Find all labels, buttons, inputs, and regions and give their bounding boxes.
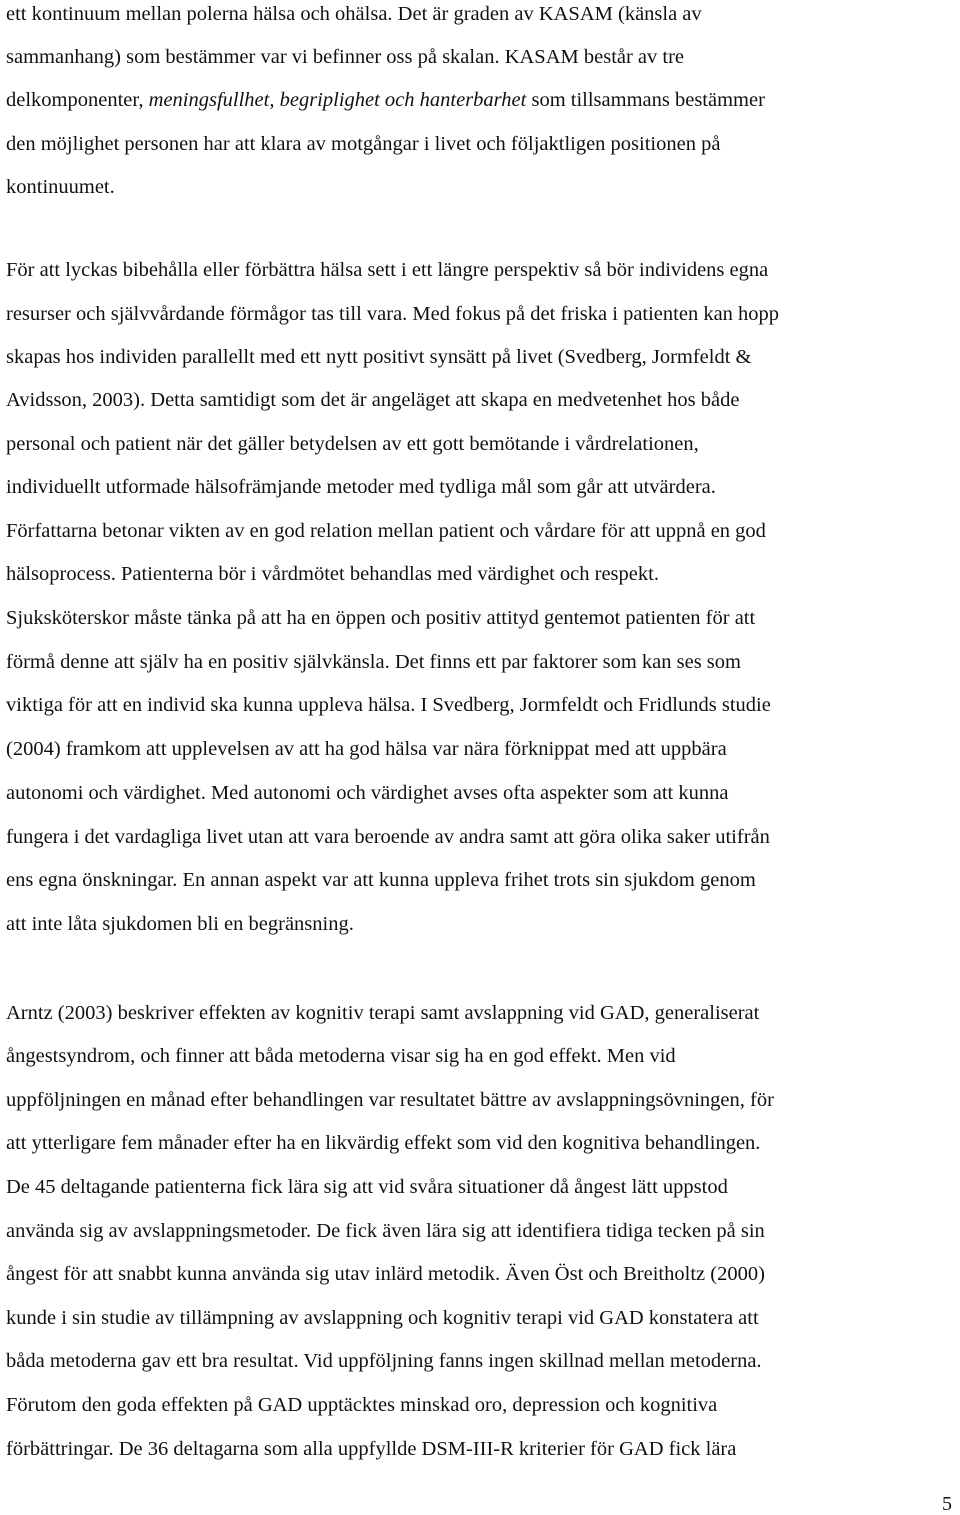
text-run: Arntz (2003) beskriver effekten av kognitiv terapi samt avslappning vid GAD, generaliserat: [6, 1002, 760, 1024]
text-line: [6, 45, 684, 69]
italic-text-run: meningsfullhet, begriplighet och hanterbarhet: [148, 89, 527, 111]
text-line: [6, 1175, 728, 1199]
text-line: [6, 519, 766, 543]
text-line: [6, 781, 728, 805]
text-line: [6, 650, 741, 674]
text-run: ens egna önskningar. En annan aspekt var att kunna uppleva frihet trots sin sjukdom genom: [6, 869, 756, 891]
text-run: ett kontinuum mellan polerna hälsa och ohälsa. Det är graden av KASAM (känsla av: [6, 3, 702, 25]
text-line: [6, 475, 716, 499]
text-line: [6, 825, 770, 849]
text-line: [6, 868, 756, 892]
text-line: [6, 1131, 760, 1155]
text-line: [6, 1001, 759, 1025]
text-line: [6, 388, 739, 412]
text-line: [6, 693, 771, 717]
text-line: [6, 912, 354, 936]
text-line: [6, 345, 751, 369]
text-line: [6, 737, 727, 761]
text-run: den möjlighet personen har att klara av motgångar i livet och följaktligen positionen på: [6, 133, 721, 155]
text-run: hälsoprocess. Patienterna bör i vårdmötet behandlas med värdighet och respekt.: [6, 563, 659, 585]
text-run: För att lyckas bibehålla eller förbättra hälsa sett i ett längre perspektiv så bör individens egna: [6, 259, 769, 281]
text-line: [6, 562, 659, 586]
text-run: viktiga för att en individ ska kunna uppleva hälsa. I Svedberg, Jormfeldt och Fridlunds studie: [6, 694, 771, 716]
text-run: att ytterligare fem månader efter ha en likvärdig effekt som vid den kognitiva behandlingen.: [6, 1132, 761, 1154]
text-line: [6, 132, 720, 156]
text-run: skapas hos individen parallellt med ett nytt positivt synsätt på livet (Svedberg, Jormfeldt &: [6, 346, 752, 368]
text-run: kontinuumet.: [6, 176, 115, 198]
text-line: [6, 1349, 762, 1373]
text-run: använda sig av avslappningsmetoder. De fick även lära sig att identifiera tidiga tecken på sin: [6, 1220, 765, 1242]
text-run: De 45 deltagande patienterna fick lära sig att vid svåra situationer då ångest lätt uppstod: [6, 1176, 728, 1198]
text-line: [6, 302, 779, 326]
text-run: (2004) framkom att upplevelsen av att ha god hälsa var nära förknippat med att uppbära: [6, 738, 727, 760]
page-number: 5: [942, 1493, 952, 1515]
text-line: [6, 1262, 765, 1286]
text-run: kunde i sin studie av tillämpning av avslappning och kognitiv terapi vid GAD konstatera att: [6, 1307, 759, 1329]
text-line: [6, 175, 115, 199]
text-run: autonomi och värdighet. Med autonomi och värdighet avses ofta aspekter som att kunna: [6, 782, 729, 804]
text-run: som tillsammans bestämmer: [526, 89, 765, 111]
text-run: att inte låta sjukdomen bli en begränsning.: [6, 913, 354, 935]
text-run: resurser och självvårdande förmågor tas till vara. Med fokus på det friska i patienten kan hopp: [6, 303, 780, 325]
text-run: Författarna betonar vikten av en god relation mellan patient och vårdare för att uppnå en god: [6, 520, 766, 542]
text-run: personal och patient när det gäller betydelsen av ett gott bemötande i vårdrelationen,: [6, 433, 699, 455]
text-run: delkomponenter,: [6, 89, 149, 111]
text-line: [6, 1088, 774, 1112]
text-line: [6, 1393, 717, 1417]
text-line: [6, 1437, 736, 1461]
text-run: förmå denne att själv ha en positiv självkänsla. Det finns ett par faktorer som kan ses som: [6, 651, 741, 673]
text-run: Avidsson, 2003). Detta samtidigt som det är angeläget att skapa en medvetenhet hos både: [6, 389, 740, 411]
text-line: [6, 88, 765, 112]
text-run: individuellt utformade hälsofrämjande metoder med tydliga mål som går att utvärdera.: [6, 476, 716, 498]
text-run: sammanhang) som bestämmer var vi befinner oss på skalan. KASAM består av tre: [6, 46, 685, 68]
text-run: ångestsyndrom, och finner att båda metoderna visar sig ha en god effekt. Men vid: [6, 1045, 676, 1067]
text-run: uppföljningen en månad efter behandlingen var resultatet bättre av avslappningsövningen, för: [6, 1089, 774, 1111]
text-line: [6, 258, 768, 282]
text-run: ångest för att snabbt kunna använda sig utav inlärd metodik. Även Öst och Breitholtz (2000): [6, 1263, 765, 1285]
text-run: Förutom den goda effekten på GAD upptäcktes minskad oro, depression och kognitiva: [6, 1394, 718, 1416]
text-line: [6, 606, 755, 630]
text-run: förbättringar. De 36 deltagarna som alla uppfyllde DSM-III-R kriterier för GAD fick lära: [6, 1438, 737, 1460]
text-line: [6, 1306, 759, 1330]
text-line: [6, 1044, 676, 1068]
text-run: Sjuksköterskor måste tänka på att ha en öppen och positiv attityd gentemot patienten för att: [6, 607, 756, 629]
text-line: [6, 432, 699, 456]
text-run: båda metoderna gav ett bra resultat. Vid uppföljning fanns ingen skillnad mellan metoderna.: [6, 1350, 762, 1372]
text-line: [6, 1219, 765, 1243]
text-run: fungera i det vardagliga livet utan att vara beroende av andra samt att göra olika saker utifrån: [6, 826, 770, 848]
text-line: [6, 2, 702, 26]
